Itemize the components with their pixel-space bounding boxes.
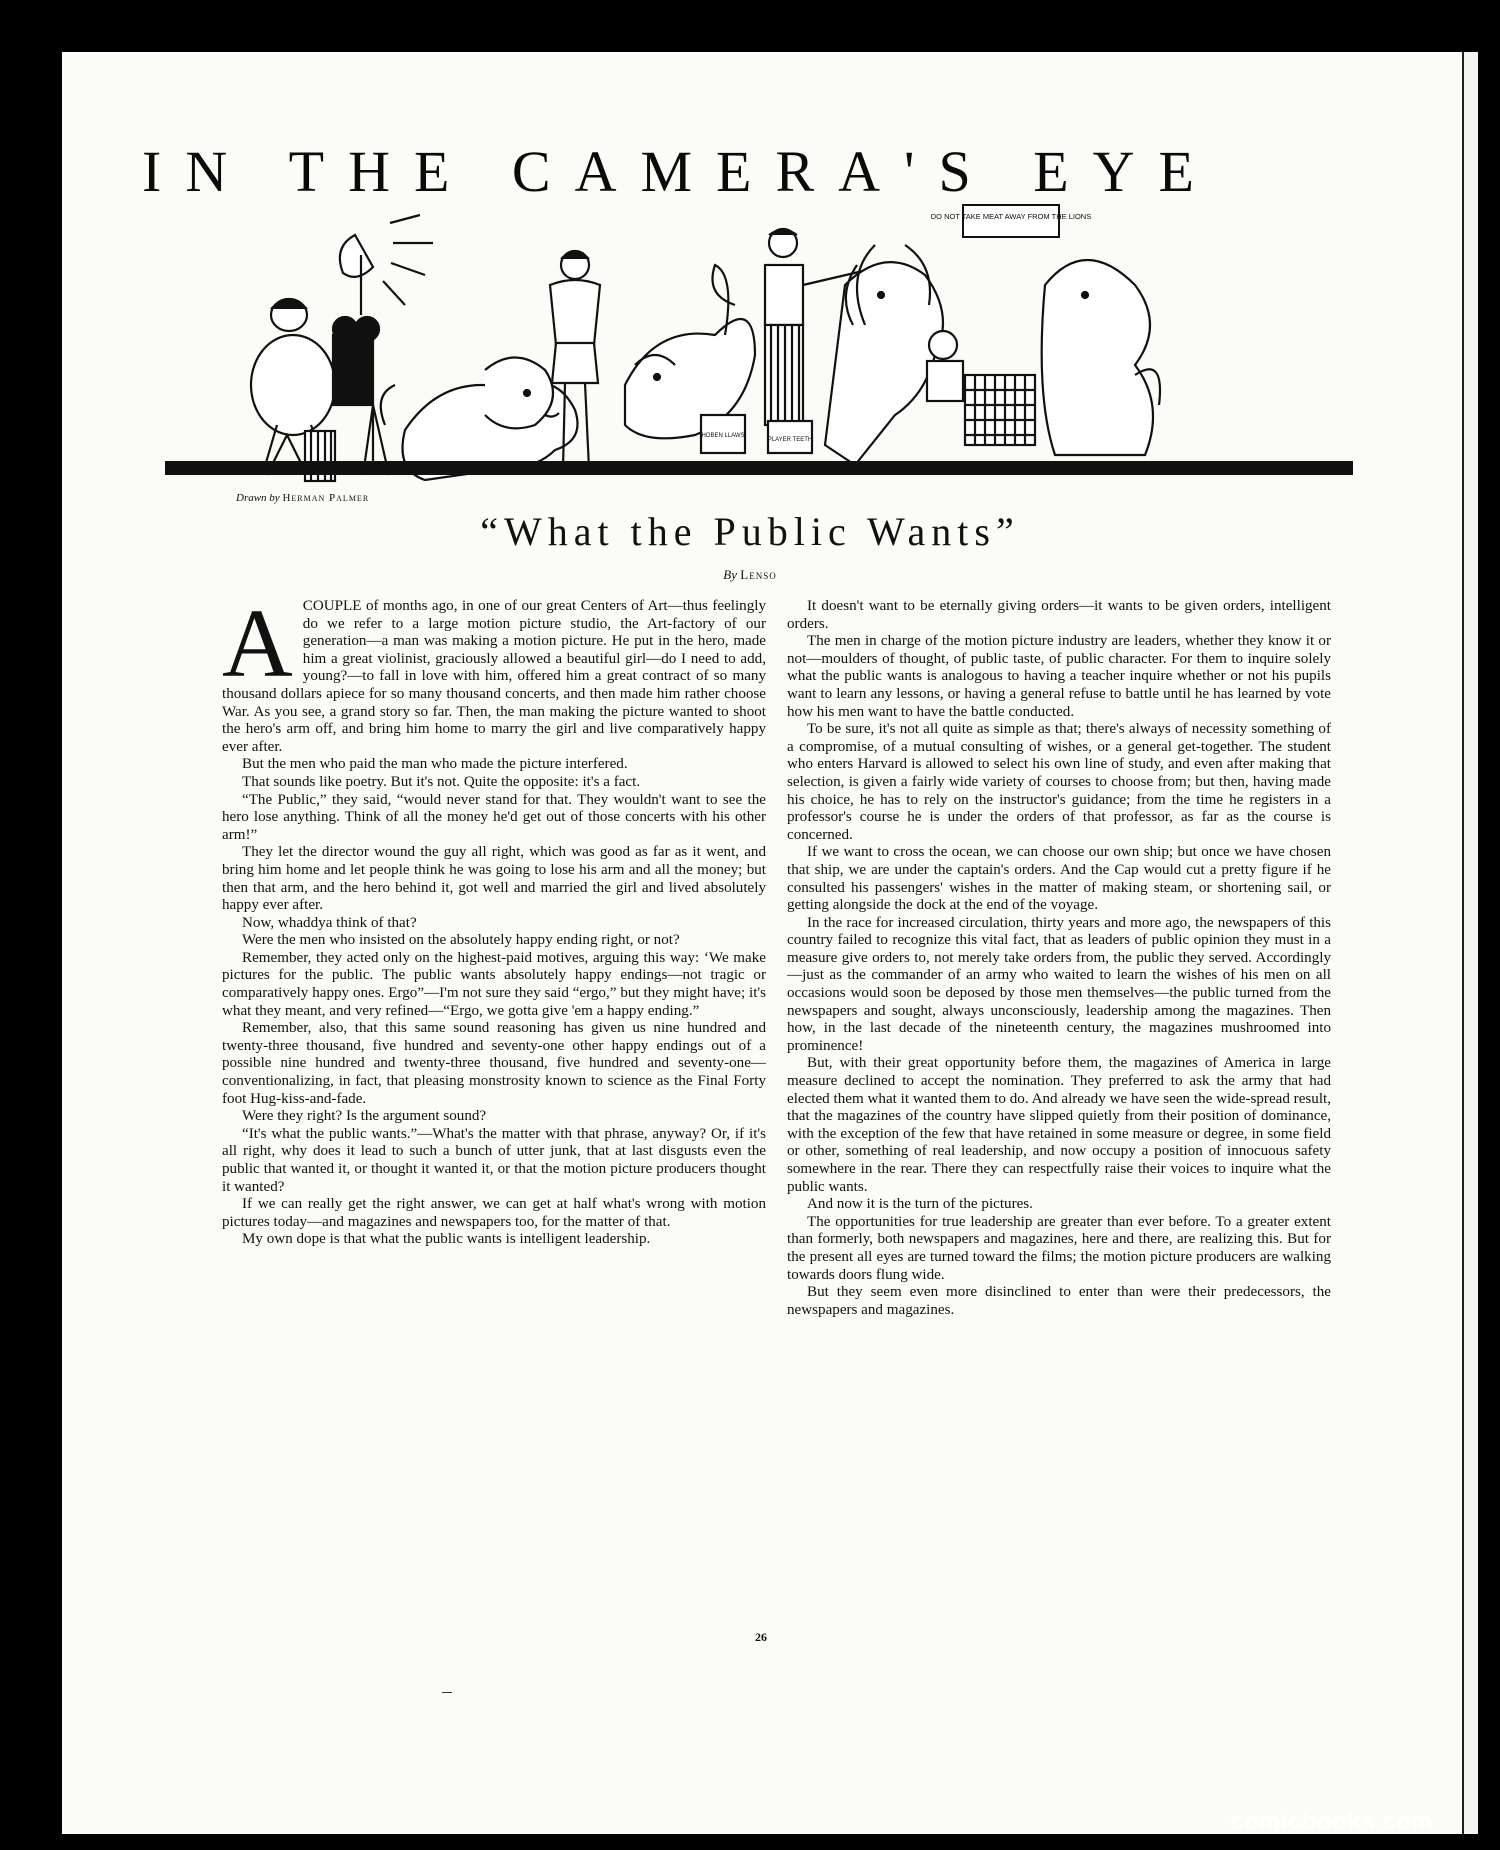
ground-bar [165, 461, 1353, 475]
paragraph: Remember, they acted only on the highest-paid motives, arguing this way: ‘We make pictures for the public. The public wants absolutely happy endings—not tragic or comparatively happy ones. Ergo”—I'm not sure they said “ergo,” but they might have; it's what they meant, and very refined—“Ergo, we gotta give 'em a happy ending.” [222, 949, 766, 1019]
byline-author: Lenso [740, 567, 777, 582]
paragraph: But they seem even more disinclined to enter than were their predecessors, the newspapers and magazines. [787, 1284, 1331, 1318]
paragraph: If we can really get the right answer, we can get at half what's wrong with motion pictures today—and magazines and newspapers too, for the matter of that. [222, 1196, 766, 1230]
drop-cap: A [222, 590, 293, 698]
paint-can-2-label: PLAYER TEETH [767, 437, 813, 443]
cartoon-illustration [205, 212, 1353, 487]
paragraph: But the men who paid the man who made the picture interfered. [242, 756, 628, 773]
paragraph: COUPLE of months ago, in one of our great Centers of Art—thus feelingly do we refer to a large motion picture studio, the Art-factory of our generation—a man was making a motion picture. He put in the hero, made him a great violinist, graciously allowed a beautiful girl—do I need to add, young?—to fall in love with him, offered him a great contract of so many thousand dollars apiece for so many thousand concerts, and then made him rather choose War. As you see, a grand story so far. Then, the man making the picture wanted to shoot the hero's arm off, and bring him home to marry the girl and live comparatively happy ever after. [222, 598, 766, 755]
lion-2-icon [625, 265, 755, 438]
paragraph: The men in charge of the motion picture industry are leaders, whether they know it or not—moulders of thought, of public taste, of public character. For them to inquire solely what the public wants is analogous to having a teacher inquire whether or not his pupils want to learn any lessons, or having a general refuse to battle until he has learned by vote how his men want to have the battle conducted. [787, 633, 1331, 720]
paragraph: The opportunities for true leadership are greater than ever before. To a greater extent than formerly, both newspapers and magazines, here and there, are realizing this. But for the present all eyes are turned toward the films; the motion picture producers are walking towards doors flung wide. [787, 1213, 1331, 1283]
illustration-credit [236, 492, 369, 504]
right-lion-icon [1042, 260, 1160, 455]
studio-lamp-icon [340, 215, 433, 315]
article-byline [640, 567, 860, 583]
article-title: “What the Public Wants” [480, 509, 1020, 554]
page-number: 26 [755, 1630, 767, 1644]
paragraph: In the race for increased circulation, thirty years and more ago, the newspapers of this country failed to recognize this vital fact, that as leaders of public opinion they must in a measure give orders to, not merely take orders from, the public they served. Accordingly—just as the commander of an army who waited to learn the wishes of his men on all occasions would soon be deposed by those men themselves—the public turned from the newspapers and sought, always unconsciously, leadership among the magazines. Then how, in the last decade of the nineteenth century, the magazines mushroomed into prominence! [787, 914, 1331, 1054]
byline-prefix: By [723, 567, 737, 582]
paragraph: Remember, also, that this same sound reasoning has given us nine hundred and twenty-three thousand, five hundred and seventy-one other happy endings out of a possible nine hundred and twenty-three thousand, five hundred and seventy-one—conventionalizing, in fact, that pleasing monstrosity known to science as the Final Forty foot Hug-kiss-and-fade. [222, 1020, 766, 1107]
paragraph: They let the director wound the guy all right, which was good as far as it went, and bring him home and let people think he was going to lose his arm and all the money; but then that arm, and the hero behind it, got well and married the girl and lived absolutely happy ever after. [222, 844, 766, 914]
sign-text: DO NOT TAKE MEAT AWAY FROM THE LIONS [930, 212, 1092, 221]
paint-can-1-label: HOBEN LLAWS [701, 433, 745, 439]
paragraph: “The Public,” they said, “would never stand for that. They wouldn't want to see the hero lose anything. Think of all the money he'd get out of those concerts with his other arm!” [222, 791, 766, 843]
paragraph: My own dope is that what the public wants is intelligent leadership. [242, 1231, 651, 1248]
credit-name: Herman Palmer [282, 492, 370, 504]
paragraph: If we want to cross the ocean, we can choose our own ship; but once we have chosen that ship, we are under the captain's orders. And the Cap would cut a pretty figure if he consulted his passengers' wishes in the matter of making steam, or shortening sail, or getting alongside the dock at the end of the voyage. [787, 844, 1331, 914]
paragraph: To be sure, it's not all quite as simple as that; there's always of necessity something of a compromise, of a mutual consulting of wishes, or a general get-together. The student who enters Harvard is allowed to select his own line of study, and even after making that selection, is given a fairly wide variety of courses to choose from; but then, having made his choice, he has to rely on the instructor's guidance; from the time he registers in a professor's course he is under the orders of that professor, as far as the course is concerned. [787, 721, 1331, 843]
paragraph: That sounds like poetry. But it's not. Quite the opposite: it's a fact. [242, 773, 641, 790]
page-mark [442, 1692, 452, 1693]
site-watermark: comicbooks.com [1230, 1808, 1434, 1835]
paragraph: It doesn't want to be eternally giving orders—it wants to be given orders, intelligent orders. [787, 598, 1331, 632]
paragraph: And now it is the turn of the pictures. [807, 1196, 1033, 1213]
credit-prefix: Drawn by [236, 492, 280, 504]
paragraph: “It's what the public wants.”—What's the matter with that phrase, anyway? Or, if it's all right, why does it lead to such a bunch of utter junk, that at last disgusts even the public that wanted it, or thought it wanted it, or that the motion picture producers thought it wanted? [222, 1125, 766, 1195]
scan-border [1478, 52, 1500, 1834]
paragraph: Now, whaddya think of that? [242, 914, 417, 931]
paragraph: Were they right? Is the argument sound? [242, 1108, 487, 1125]
paragraph: Were the men who insisted on the absolutely happy ending right, or not? [242, 932, 680, 949]
masthead-title: IN THE CAMERA'S EYE [142, 139, 1218, 204]
big-lion-icon [825, 245, 943, 465]
left-column [222, 590, 766, 1249]
small-man-lion-icon [927, 331, 1035, 445]
right-column [787, 598, 1331, 1319]
paragraph: But, with their great opportunity before them, the magazines of America in large measure declined to accept the nomination. They preferred to ask the army that had elected them what it wanted them to do. And already we have seen the wide-spread result, that the magazines of the country have slipped quietly from their position of dominance, with the exception of the few that have retained in some measure or degree, in some field or other, something of real leadership, and now occupy a position of innocuous safety somewhere in the rear. There they can respectfully raise their voices to inquire what the public wants. [787, 1055, 1331, 1195]
warning-sign-icon [963, 205, 1059, 237]
